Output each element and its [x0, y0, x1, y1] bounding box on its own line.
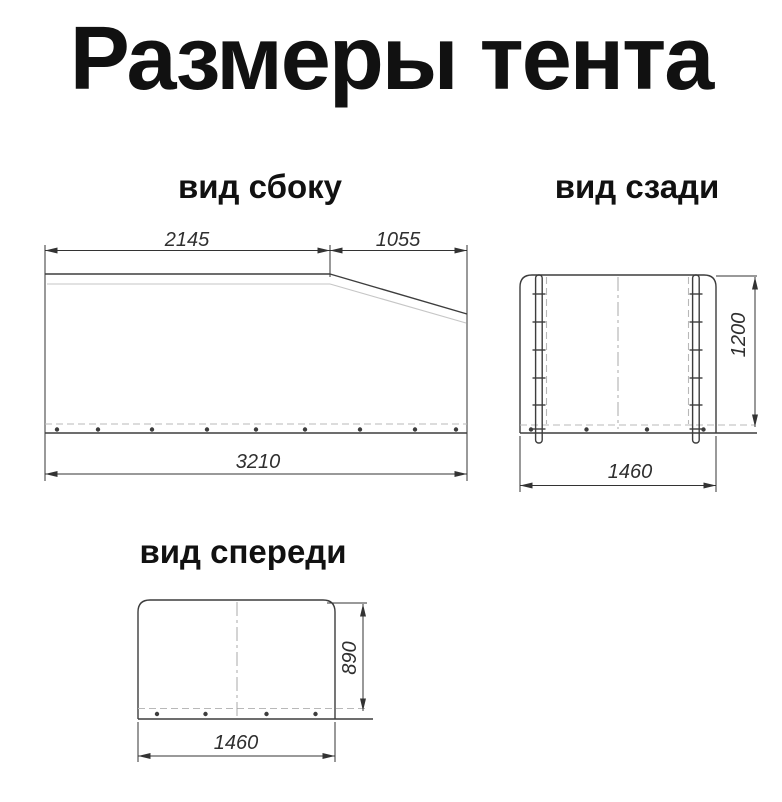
page-title: Размеры тента: [69, 9, 713, 109]
side-dim-top-left-value: 2145: [164, 229, 210, 251]
side-tent-slope-seam: [330, 284, 466, 323]
side-view-label: вид сбоку: [177, 168, 343, 205]
side-tent-slope-edge: [330, 274, 467, 314]
front-view-drawing: [138, 600, 373, 762]
rear-dim-width-value: 1460: [607, 461, 653, 483]
rear-view-drawing: [520, 275, 757, 492]
front-dim-width-value: 1460: [213, 732, 259, 754]
rear-dim-height-value: 1200: [728, 312, 750, 358]
rear-view-label: вид сзади: [554, 168, 720, 205]
rear-zipper-right: [693, 275, 700, 443]
front-fastener-dots: [155, 712, 318, 716]
side-view-drawing: [45, 229, 467, 481]
rear-fastener-dots: [529, 427, 706, 431]
side-dim-top-right-value: 1055: [375, 229, 421, 251]
side-fastener-dots: [55, 427, 458, 431]
side-dim-bottom-value: 3210: [235, 451, 281, 473]
rear-zipper-left: [536, 275, 543, 443]
rear-zipper-right-ticks: [690, 294, 703, 429]
front-view-label: вид спереди: [139, 533, 347, 570]
rear-zipper-left-ticks: [533, 294, 546, 429]
front-dim-height-value: 890: [339, 641, 361, 675]
